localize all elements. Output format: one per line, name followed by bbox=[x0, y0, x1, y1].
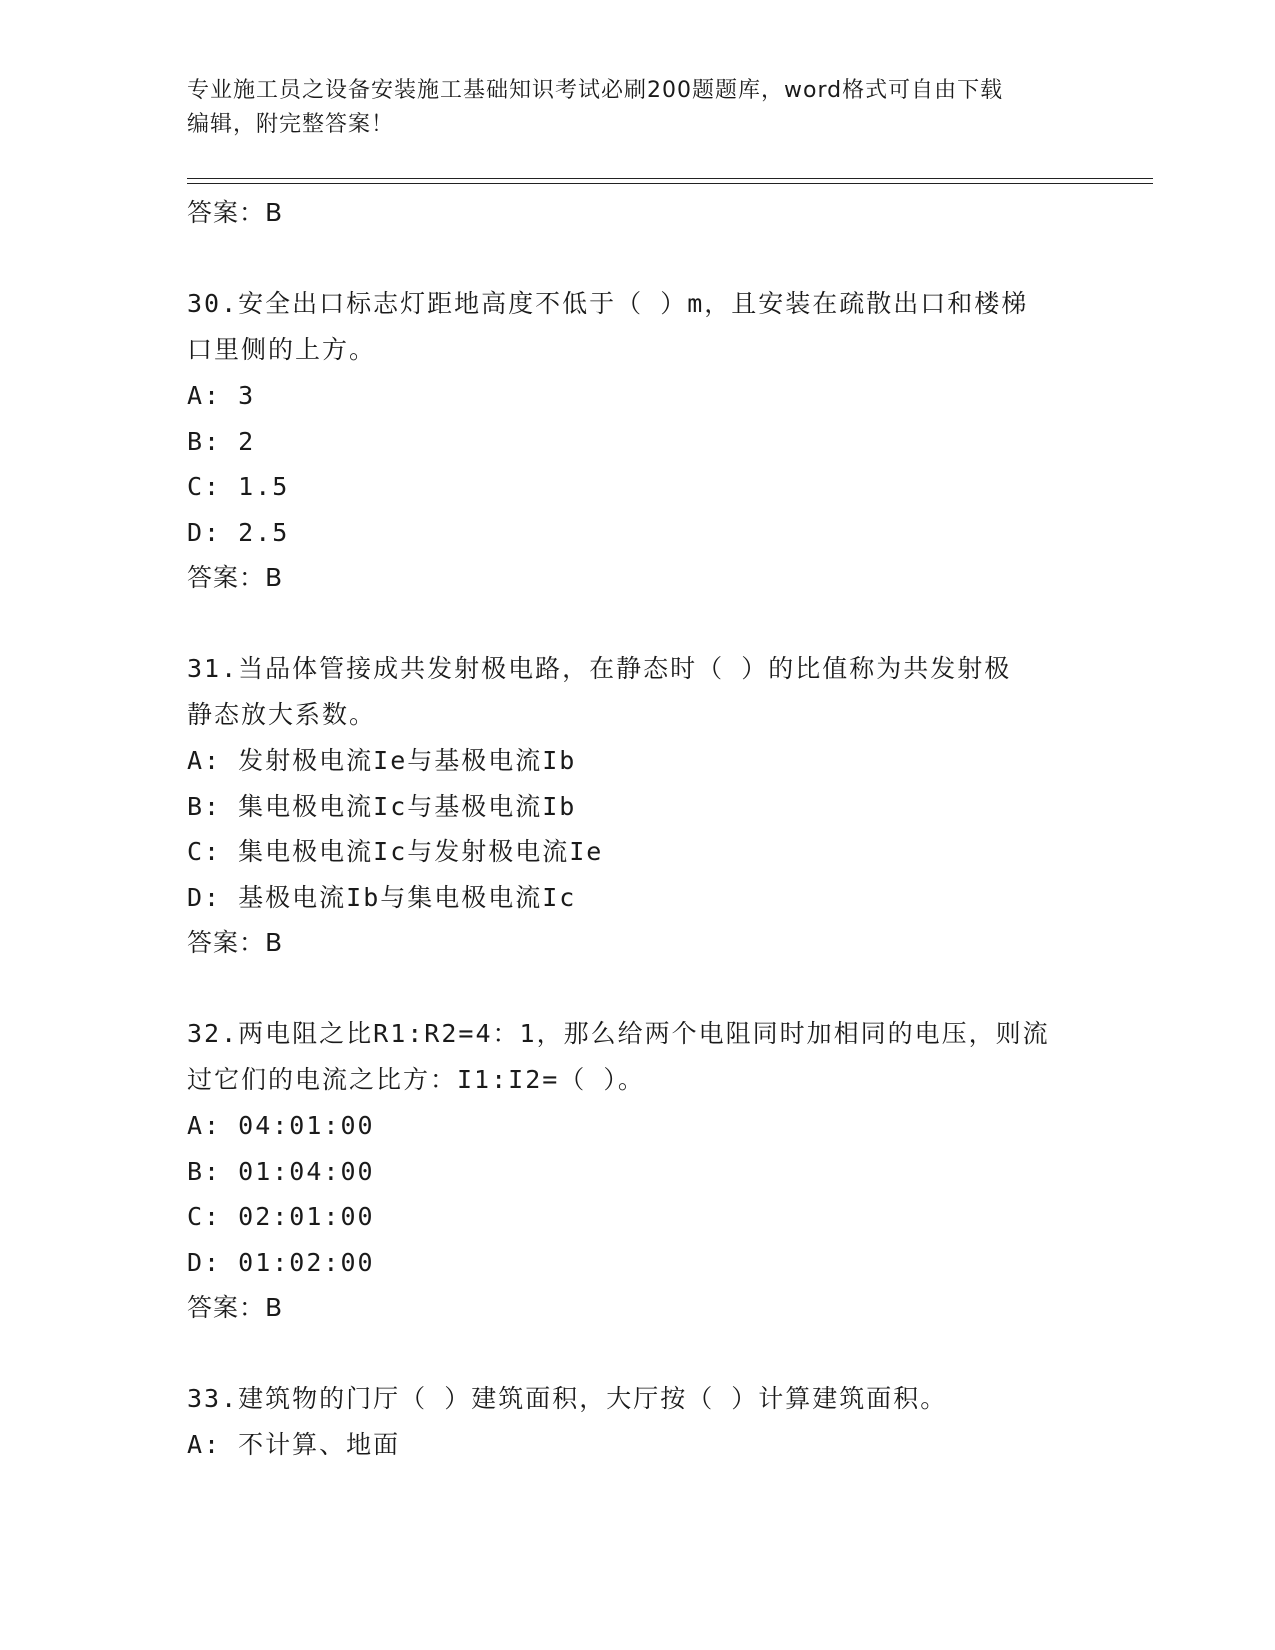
question-stem-line: 静态放大系数。 bbox=[187, 700, 377, 729]
option-a: A: 3 bbox=[187, 381, 256, 410]
option-c: C: 02:01:00 bbox=[187, 1202, 375, 1231]
question-stem bbox=[187, 1376, 1107, 1422]
option-d: D: 基极电流Ib与集电极电流Ic bbox=[187, 882, 577, 912]
header-line-1: 专业施工员之设备安装施工基础知识考试必刷200题题库，word格式可自由下载 bbox=[187, 78, 1004, 103]
question-stem bbox=[187, 1011, 1107, 1103]
question-33 bbox=[187, 1376, 1107, 1468]
option-d: D: 01:02:00 bbox=[187, 1247, 375, 1277]
option-b: B: 2 bbox=[187, 426, 256, 456]
answer-line: 答案：B bbox=[187, 928, 284, 957]
question-stem-line: 33.建筑物的门厅（ ）建筑面积，大厅按（ ）计算建筑面积。 bbox=[187, 1384, 948, 1413]
question-32 bbox=[187, 1011, 1107, 1331]
question-stem-line: 过它们的电流之比方：I1:I2=（ ）。 bbox=[187, 1065, 645, 1094]
header-divider-top bbox=[187, 178, 1153, 179]
question-stem-line: 口里侧的上方。 bbox=[187, 335, 377, 364]
option-a: A: 发射极电流Ie与基极电流Ib bbox=[187, 746, 577, 775]
answer-line: 答案：B bbox=[187, 563, 284, 592]
answer-line: 答案：B bbox=[187, 1293, 284, 1322]
question-stem-line: 32.两电阻之比R1:R2=4：1，那么给两个电阻同时加相同的电压，则流 bbox=[187, 1019, 1050, 1048]
question-31 bbox=[187, 646, 1107, 966]
header-line-2: 编辑，附完整答案！ bbox=[187, 112, 395, 137]
question-stem bbox=[187, 646, 1107, 738]
answer-line: 答案：B bbox=[187, 198, 284, 227]
question-list bbox=[187, 190, 1107, 1468]
option-a: A: 不计算、地面 bbox=[187, 1430, 401, 1459]
question-30 bbox=[187, 281, 1107, 601]
option-b: B: 集电极电流Ic与基极电流Ib bbox=[187, 791, 577, 821]
option-c: C: 集电极电流Ic与发射极电流Ie bbox=[187, 837, 604, 866]
question-stem-line: 31.当品体管接成共发射极电路，在静态时（ ）的比值称为共发射极 bbox=[187, 654, 1012, 683]
document-header bbox=[187, 74, 1087, 142]
option-b: B: 01:04:00 bbox=[187, 1156, 375, 1186]
option-d: D: 2.5 bbox=[187, 517, 290, 547]
option-c: C: 1.5 bbox=[187, 472, 290, 501]
header-divider-bottom bbox=[187, 183, 1153, 184]
question-stem bbox=[187, 281, 1107, 373]
question-stem-line: 30.安全出口标志灯距地高度不低于（ ）m，且安装在疏散出口和楼梯 bbox=[187, 289, 1029, 318]
option-a: A: 04:01:00 bbox=[187, 1111, 375, 1140]
